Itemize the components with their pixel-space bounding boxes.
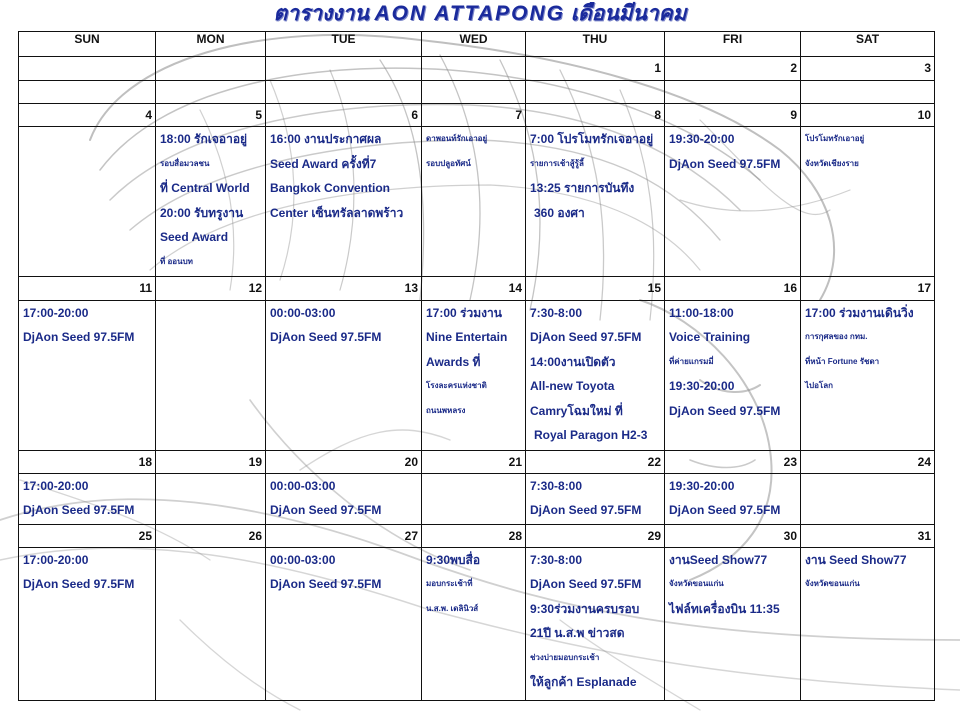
event-line: ที่ ออนบท bbox=[160, 256, 193, 266]
event-line: 17:00 ร่วมงาน bbox=[426, 305, 502, 320]
event-line: 20:00 รับทรูงาน bbox=[160, 205, 244, 220]
event-line: 00:00-03:00 bbox=[270, 478, 336, 493]
event-line: ดาพอนท์รักเอาอยู่ bbox=[426, 134, 488, 144]
event-cell-day-8 bbox=[526, 127, 665, 277]
date-number: 31 bbox=[801, 524, 935, 547]
event-line: Seed Award bbox=[160, 230, 229, 245]
weekday-wed: WED bbox=[422, 32, 526, 57]
event-line: 7:30-8:00 bbox=[530, 478, 583, 493]
date-number: 29 bbox=[526, 524, 665, 547]
date-number: 7 bbox=[422, 103, 526, 126]
event-line: 17:00-20:00 bbox=[23, 552, 89, 567]
date-number bbox=[422, 57, 526, 80]
event-line: ช่วงบ่ายมอบกระเช้า bbox=[530, 652, 600, 662]
event-line: ให้ลูกค้า Esplanade bbox=[530, 675, 637, 690]
date-number: 19 bbox=[156, 450, 266, 473]
weekday-tue: TUE bbox=[266, 32, 422, 57]
event-line: Nine Entertain bbox=[426, 330, 508, 345]
date-number: 25 bbox=[19, 524, 156, 547]
event-line: น.ส.พ. เดลินิวส์ bbox=[426, 603, 479, 613]
event-line: 13:25 รายการบันทึง bbox=[530, 181, 635, 196]
page-title bbox=[0, 0, 960, 30]
event-cell bbox=[665, 80, 801, 103]
event-line: DjAon Seed 97.5FM bbox=[270, 577, 382, 592]
event-line: ถนนพหลรง bbox=[426, 405, 466, 415]
event-row bbox=[19, 300, 935, 450]
event-line: 9:30ร่วมงานครบรอบ bbox=[530, 601, 640, 616]
event-line: 17:00-20:00 bbox=[23, 478, 89, 493]
event-line: รอบปลูอทัศน์ bbox=[426, 158, 471, 168]
event-cell-day-7 bbox=[422, 127, 526, 277]
event-line: 11:00-18:00 bbox=[669, 305, 734, 320]
event-line: 9:30พบสื่อ bbox=[426, 552, 481, 567]
event-line: Center เซ็นทรัลลาดพร้าว bbox=[270, 205, 404, 220]
event-line: 7:00 โปรโมทรักเจอาอยู่ bbox=[530, 132, 654, 147]
weekday-thu: THU bbox=[526, 32, 665, 57]
event-line: ที่ค่ายแกรมมี่ bbox=[669, 356, 714, 366]
date-number: 18 bbox=[19, 450, 156, 473]
event-row bbox=[19, 127, 935, 277]
event-line: Seed Award ครั้งที่7 bbox=[270, 156, 377, 171]
event-line: DjAon Seed 97.5FM bbox=[530, 330, 642, 345]
date-row bbox=[19, 277, 935, 300]
event-line: All-new Toyota bbox=[530, 379, 615, 394]
event-cell-day-29 bbox=[526, 547, 665, 700]
event-cell-day-18 bbox=[19, 473, 156, 524]
event-cell bbox=[422, 80, 526, 103]
event-cell-day-9 bbox=[665, 127, 801, 277]
event-line: 19:30-20:00 bbox=[669, 478, 735, 493]
event-cell bbox=[266, 80, 422, 103]
event-line: ที่ Central World bbox=[160, 181, 250, 196]
date-number: 16 bbox=[665, 277, 801, 300]
event-cell-day-30 bbox=[665, 547, 801, 700]
title-prefix: ตารางงาน bbox=[273, 2, 369, 25]
date-number: 11 bbox=[19, 277, 156, 300]
event-line: รายการเช้าสู้รู้ลี้ bbox=[530, 158, 584, 168]
event-line: โปรโมทรักเอาอยู่ bbox=[805, 134, 865, 144]
date-number: 15 bbox=[526, 277, 665, 300]
event-line: DjAon Seed 97.5FM bbox=[23, 330, 135, 345]
event-line: DjAon Seed 97.5FM bbox=[270, 330, 382, 345]
title-name: AON ATTAPONG bbox=[374, 2, 565, 25]
date-number: 14 bbox=[422, 277, 526, 300]
date-number: 21 bbox=[422, 450, 526, 473]
date-number: 13 bbox=[266, 277, 422, 300]
date-number: 20 bbox=[266, 450, 422, 473]
event-cell bbox=[156, 80, 266, 103]
event-line: ไปอโลก bbox=[805, 381, 833, 391]
event-line: DjAon Seed 97.5FM bbox=[270, 503, 382, 518]
event-line: มอบกระเช้าที่ bbox=[426, 579, 473, 589]
title-suffix: เดือนมีนาคม bbox=[570, 2, 687, 25]
event-line: 19:30-20:00 bbox=[669, 132, 735, 147]
event-cell bbox=[526, 80, 665, 103]
event-line: DjAon Seed 97.5FM bbox=[669, 156, 781, 171]
event-cell-day-6 bbox=[266, 127, 422, 277]
weekday-header-row bbox=[19, 32, 935, 57]
event-cell bbox=[19, 127, 156, 277]
date-number: 3 bbox=[801, 57, 935, 80]
weekday-sat: SAT bbox=[801, 32, 935, 57]
event-line: 18:00 รักเจอาอยู่ bbox=[160, 132, 248, 147]
event-cell-day-10 bbox=[801, 127, 935, 277]
date-number bbox=[156, 57, 266, 80]
event-line: 19:30-20:00 bbox=[669, 379, 735, 394]
event-cell bbox=[422, 473, 526, 524]
date-row bbox=[19, 57, 935, 80]
event-cell-day-5 bbox=[156, 127, 266, 277]
event-cell-day-14 bbox=[422, 300, 526, 450]
date-number: 2 bbox=[665, 57, 801, 80]
date-number: 1 bbox=[526, 57, 665, 80]
event-cell-day-13 bbox=[266, 300, 422, 450]
event-cell-day-25 bbox=[19, 547, 156, 700]
event-line: Awards ที่ bbox=[426, 354, 481, 369]
date-number: 27 bbox=[266, 524, 422, 547]
event-line: 00:00-03:00 bbox=[270, 305, 336, 320]
event-cell-day-16 bbox=[665, 300, 801, 450]
event-cell-day-11 bbox=[19, 300, 156, 450]
event-line: 17:00-20:00 bbox=[23, 305, 89, 320]
date-number: 17 bbox=[801, 277, 935, 300]
event-line: 17:00 ร่วมงานเดินวิ่ง bbox=[805, 305, 914, 320]
event-row bbox=[19, 80, 935, 103]
date-number: 12 bbox=[156, 277, 266, 300]
date-number bbox=[266, 57, 422, 80]
event-line: จังหวัดเชียงราย bbox=[805, 158, 859, 168]
event-cell-day-20 bbox=[266, 473, 422, 524]
event-line: 16:00 งานประกาศผล bbox=[270, 132, 382, 147]
date-number: 26 bbox=[156, 524, 266, 547]
weekday-sun: SUN bbox=[19, 32, 156, 57]
date-number: 6 bbox=[266, 103, 422, 126]
event-line: รอบสื่อมวลชน bbox=[160, 158, 210, 168]
event-line: DjAon Seed 97.5FM bbox=[530, 503, 642, 518]
date-row bbox=[19, 103, 935, 126]
event-line: โรงละครแห่งชาติ bbox=[426, 381, 487, 391]
event-line: 7:30-8:00 bbox=[530, 552, 583, 567]
date-number bbox=[19, 57, 156, 80]
event-line: จังหวัดขอนแก่น bbox=[805, 579, 860, 589]
event-line: จังหวัดขอนแก่น bbox=[669, 579, 724, 589]
date-number: 30 bbox=[665, 524, 801, 547]
weekday-fri: FRI bbox=[665, 32, 801, 57]
date-row bbox=[19, 450, 935, 473]
event-cell bbox=[801, 473, 935, 524]
date-number: 4 bbox=[19, 103, 156, 126]
event-line: DjAon Seed 97.5FM bbox=[530, 577, 642, 592]
event-cell bbox=[156, 473, 266, 524]
event-row bbox=[19, 547, 935, 700]
date-number: 9 bbox=[665, 103, 801, 126]
event-line: DjAon Seed 97.5FM bbox=[23, 577, 135, 592]
event-line: การกุศลของ กทม. bbox=[805, 332, 868, 342]
event-line: ที่หน้า Fortune รัชดา bbox=[805, 356, 880, 366]
event-line: DjAon Seed 97.5FM bbox=[23, 503, 135, 518]
date-number: 23 bbox=[665, 450, 801, 473]
event-line: Bangkok Convention bbox=[270, 181, 391, 196]
event-line: 7:30-8:00 bbox=[530, 305, 583, 320]
event-cell-day-23 bbox=[665, 473, 801, 524]
date-number: 8 bbox=[526, 103, 665, 126]
event-line: ไฟล์ทเครื่องบิน 11:35 bbox=[669, 601, 780, 616]
event-line: 00:00-03:00 bbox=[270, 552, 336, 567]
date-number: 5 bbox=[156, 103, 266, 126]
event-line: 21ปี น.ส.พ ข่าวสด bbox=[530, 626, 625, 641]
event-line: DjAon Seed 97.5FM bbox=[669, 403, 781, 418]
event-cell-day-22 bbox=[526, 473, 665, 524]
weekday-mon: MON bbox=[156, 32, 266, 57]
event-line: Camryโฉมใหม่ ที่ bbox=[530, 403, 623, 418]
event-row bbox=[19, 473, 935, 524]
schedule-calendar bbox=[18, 31, 935, 701]
date-number: 22 bbox=[526, 450, 665, 473]
event-cell-day-31 bbox=[801, 547, 935, 700]
event-cell bbox=[19, 80, 156, 103]
event-cell bbox=[801, 80, 935, 103]
date-number: 28 bbox=[422, 524, 526, 547]
event-cell-day-17 bbox=[801, 300, 935, 450]
event-line: DjAon Seed 97.5FM bbox=[669, 503, 781, 518]
event-cell-day-15 bbox=[526, 300, 665, 450]
date-number: 10 bbox=[801, 103, 935, 126]
event-cell bbox=[156, 547, 266, 700]
event-cell-day-27 bbox=[266, 547, 422, 700]
event-line: งาน Seed Show77 bbox=[805, 552, 907, 567]
event-line: 360 องศา bbox=[534, 205, 585, 220]
event-cell bbox=[156, 300, 266, 450]
event-cell-day-28 bbox=[422, 547, 526, 700]
event-line: 14:00งานเปิดตัว bbox=[530, 354, 616, 369]
event-line: Voice Training bbox=[669, 330, 751, 345]
date-number: 24 bbox=[801, 450, 935, 473]
event-line: งานSeed Show77 bbox=[669, 552, 768, 567]
event-line: Royal Paragon H2-3 bbox=[534, 428, 648, 443]
date-row bbox=[19, 524, 935, 547]
